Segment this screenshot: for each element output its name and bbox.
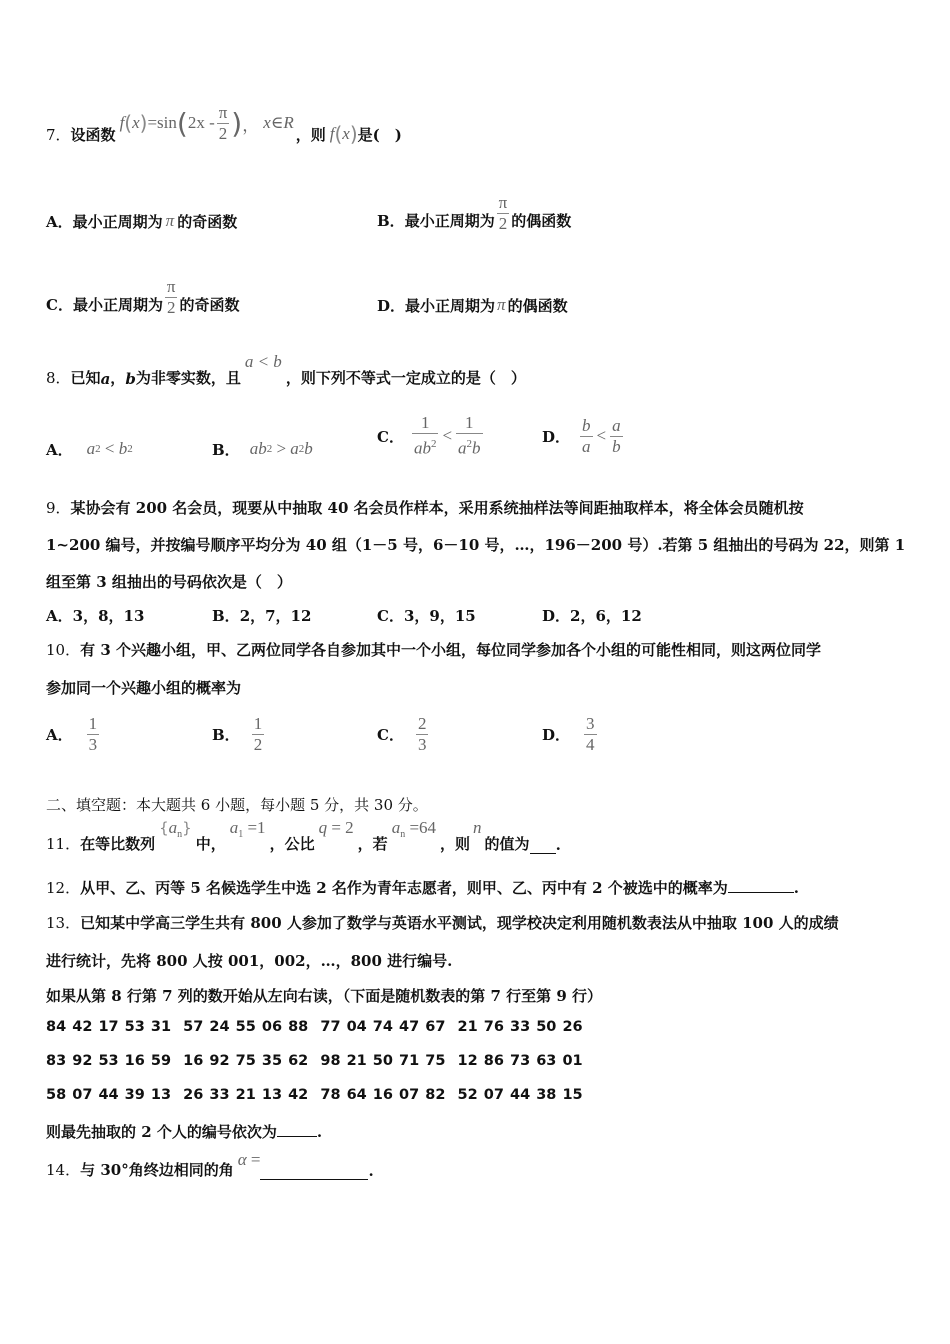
answer-blank[interactable]	[728, 878, 794, 893]
question-7: 7． 设函数 f ( x ) =sin ( 2x - $\frac{\pi}{2}$ ) ， x∈R ，则 f ( x ) 是( )	[46, 102, 402, 146]
random-table-row: 83 92 53 16 59 16 92 75 35 62 98 21 50 71 75 12 86 73 63 01	[46, 1053, 583, 1069]
pi-over-two: $\frac{\pi}{2}$	[166, 277, 176, 317]
q9-option-c[interactable]: C．3，9，15	[377, 607, 476, 625]
q7-option-a[interactable]: A． 最小正周期为 π 的奇函数	[46, 211, 238, 231]
question-9-line-2: 1~200 编号，并按编号顺序平均分为 40 组（1－5 号，6－10 号，…，196－200 号）.若第 5 组抽出的号码为 22，则第 1	[46, 536, 906, 554]
sequence-an: $\{a_n\}$	[159, 818, 192, 840]
an-equals-64: $a_n =64$	[391, 818, 437, 840]
fraction: $\frac{1}{a^2b}$	[458, 413, 481, 458]
fraction: $\frac{a}{b}$	[612, 415, 621, 456]
q10-option-b[interactable]: B． $\frac{1}{2}$	[212, 713, 263, 754]
pi-over-two: $\frac{\pi}{2}$	[218, 102, 228, 143]
answer-blank[interactable]	[277, 1122, 317, 1137]
question-13-line-2: 进行统计，先将 800 人按 001，002，…，800 进行编号.	[46, 952, 453, 970]
fraction: $\frac{2}{3}$	[417, 713, 427, 754]
question-12: 12． 从甲、乙、丙等 5 名候选学生中选 2 名作为青年志愿者，则甲、乙、丙中有 2 个被选中的概率为 .	[46, 879, 799, 897]
section-heading: 二、填空题：本大题共 6 小题，每小题 5 分，共 30 分。	[46, 796, 428, 814]
answer-blank[interactable]	[260, 1165, 368, 1180]
random-table-row: 58 07 44 39 13 26 33 21 13 42 78 64 16 07 82 52 07 44 38 15	[46, 1087, 583, 1103]
condition-a-lt-b: a < b	[244, 352, 282, 371]
answer-blank[interactable]	[530, 839, 556, 854]
q10-option-c[interactable]: C． $\frac{2}{3}$	[377, 713, 427, 754]
fraction: $\frac{1}{2}$	[253, 713, 263, 754]
q7-option-d[interactable]: D． 最小正周期为 π 的偶函数	[377, 295, 568, 315]
q9-option-a[interactable]: A．3，8，13	[46, 607, 145, 625]
question-stem: 设函数	[70, 125, 116, 144]
question-10-line-2: 参加同一个兴趣小组的概率为	[46, 679, 242, 697]
fraction: $\frac{1}{ab^2}$	[413, 413, 437, 458]
fraction: $\frac{b}{a}$	[582, 415, 591, 456]
question-13-line-3: 如果从第 8 行第 7 列的数开始从左向右读，（下面是随机数表的第 7 行至第 9 行）	[46, 987, 603, 1005]
question-13-answer-line: 则最先抽取的 2 个人的编号依次为 .	[46, 1123, 323, 1141]
fraction: $\frac{1}{3}$	[88, 713, 98, 754]
q8-option-b[interactable]: B． ab 2 > a 2 b	[212, 439, 313, 459]
q8-option-d[interactable]: D． $\frac{b}{a}$ < $\frac{a}{b}$	[542, 415, 621, 456]
random-table-row: 84 42 17 53 31 57 24 55 06 88 77 04 74 47 67 21 76 33 50 26	[46, 1019, 583, 1035]
question-11: 11． 在等比数列 $\{a_n\}$ 中， $a_1 =1$ ，公比 q = 2 ，若 $a_n =64$ ，则 n 的值为 .	[46, 818, 561, 854]
question-14: 14． 与 30°角终边相同的角 α = .	[46, 1150, 374, 1180]
q7-option-c[interactable]: C． 最小正周期为 $\frac{\pi}{2}$ 的奇函数	[46, 277, 240, 317]
q8-option-c[interactable]: C． $\frac{1}{ab^2}$ < $\frac{1}{a^2b}$	[377, 413, 481, 458]
q10-option-d[interactable]: D． $\frac{3}{4}$	[542, 713, 595, 754]
q9-option-d[interactable]: D．2，6，12	[542, 607, 642, 625]
function-definition: f ( x ) =sin ( 2x - $\frac{\pi}{2}$ ) ， x∈R	[119, 102, 294, 143]
q-equals-2: q = 2	[318, 818, 354, 837]
question-number: 7．	[46, 125, 71, 144]
q8-option-a[interactable]: A． a 2 < b 2	[46, 439, 133, 459]
q7-option-b[interactable]: B． 最小正周期为 $\frac{\pi}{2}$ 的偶函数	[377, 193, 572, 233]
q10-option-a[interactable]: A． $\frac{1}{3}$	[46, 713, 98, 754]
alpha-equals: α =	[237, 1150, 261, 1169]
question-8: 8． 已知 a ， b 为非零实数，且 a < b ，则下列不等式一定成立的是（ ）	[46, 352, 526, 388]
fraction: $\frac{3}{4}$	[586, 713, 595, 754]
question-10-line-1: 10．有 3 个兴趣小组，甲、乙两位同学各自参加其中一个小组，每位同学参加各个小组的可能性相同，则这两位同学	[46, 641, 821, 659]
question-13-line-1: 13．已知某中学高三学生共有 800 人参加了数学与英语水平测试，现学校决定利用随机数表法从中抽取 100 人的成绩	[46, 914, 839, 932]
question-9-line-1: 9．某协会有 200 名会员，现要从中抽取 40 名会员作样本，采用系统抽样法等间距抽取样本，将全体会员随机按	[46, 499, 804, 517]
pi-over-two: $\frac{\pi}{2}$	[498, 193, 508, 233]
q9-option-b[interactable]: B．2，7，12	[212, 607, 312, 625]
question-9-line-3: 组至第 3 组抽出的号码依次是（ ）	[46, 573, 292, 591]
a1-equals-1: $a_1 =1$	[229, 818, 266, 840]
